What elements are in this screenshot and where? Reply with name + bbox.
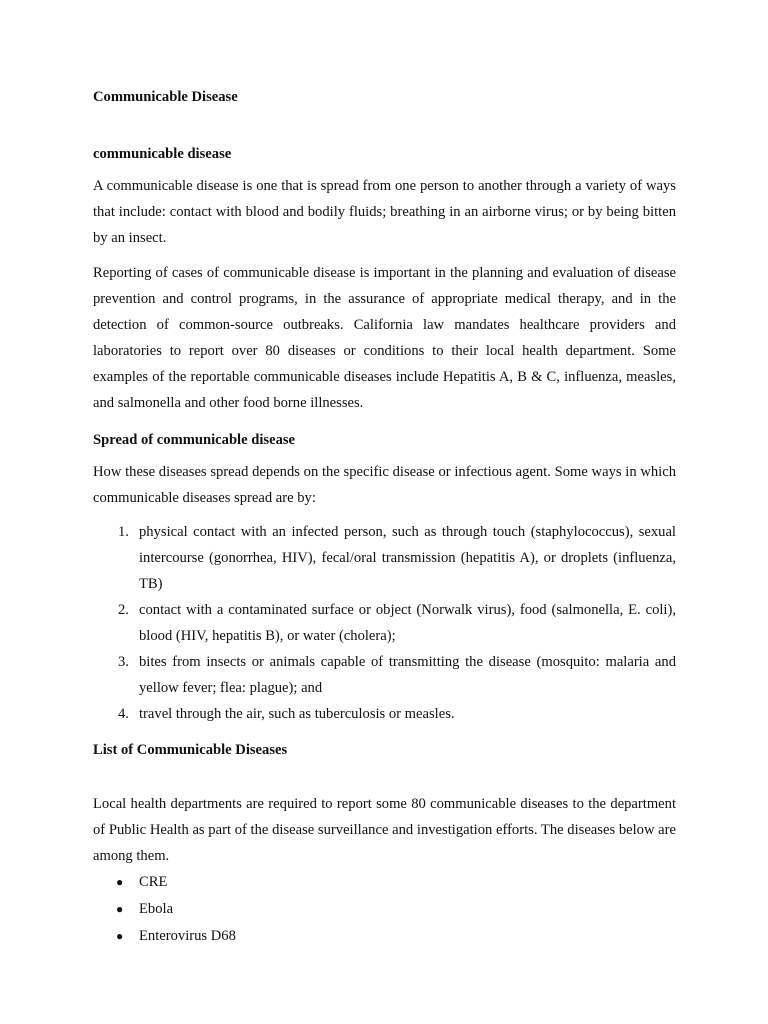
list-item <box>93 649 676 701</box>
list-item-text: Enterovirus D68 <box>139 928 236 944</box>
spread-methods-list <box>93 519 676 727</box>
paragraph-reporting: Reporting of cases of communicable disease is important in the planning and evaluation of disease prevention and control programs, in the assurance of appropriate medical therapy, and in the detection of common-source outbreaks. California law mandates healthcare providers and laboratories to report over 80 diseases or conditions to their local health department. Some examples of the reportable communicable diseases include Hepatitis A, B & C, influenza, measles, and salmonella and other food borne illnesses. <box>93 265 676 411</box>
paragraph-spread-intro: How these diseases spread depends on the specific disease or infectious agent. Some ways in which communicable diseases spread are by: <box>93 464 676 506</box>
bullet-icon: ● <box>116 929 124 943</box>
list-item-text: contact with a contaminated surface or object (Norwalk virus), food (salmonella, E. coli), blood (HIV, hepatitis B), or water (cholera); <box>139 602 676 644</box>
list-item-number: 2. <box>118 602 129 618</box>
list-item-number: 1. <box>118 524 129 540</box>
list-item-number: 3. <box>118 654 129 670</box>
section-heading-spread: Spread of communicable disease <box>93 432 296 448</box>
section-heading-list: List of Communicable Diseases <box>93 742 288 758</box>
list-item <box>93 701 676 727</box>
list-item-text: CRE <box>139 874 168 890</box>
list-item <box>93 519 676 597</box>
document-page <box>93 80 676 950</box>
bullet-icon: ● <box>116 875 124 889</box>
list-item-text: Ebola <box>139 901 174 917</box>
list-item <box>93 869 676 896</box>
document-title: Communicable Disease <box>93 89 238 105</box>
list-item-text: physical contact with an infected person, such as through touch (staphylococcus), sexual intercourse (gonorrhea, HIV), fecal/oral transmission (hepatitis A), or droplets (influenza, TB) <box>139 524 676 592</box>
paragraph-list-intro: Local health departments are required to report some 80 communicable diseases to the department of Public Health as part of the disease surveillance and investigation efforts. The diseases below are among them. <box>93 796 676 864</box>
paragraph-definition: A communicable disease is one that is spread from one person to another through a variety of ways that include: contact with blood and bodily fluids; breathing in an airborne virus; or by being bitten by an insect. <box>93 178 676 246</box>
bullet-icon: ● <box>116 902 124 916</box>
list-item-text: bites from insects or animals capable of transmitting the disease (mosquito: malaria and yellow fever; flea: plague); and <box>139 654 676 696</box>
list-item-number: 4. <box>118 706 129 722</box>
section-heading-communicable-disease: communicable disease <box>93 146 232 162</box>
list-item <box>93 896 676 923</box>
list-item <box>93 923 676 950</box>
list-item-text: travel through the air, such as tuberculosis or measles. <box>139 706 455 722</box>
disease-bullet-list <box>93 869 676 950</box>
list-item <box>93 597 676 649</box>
